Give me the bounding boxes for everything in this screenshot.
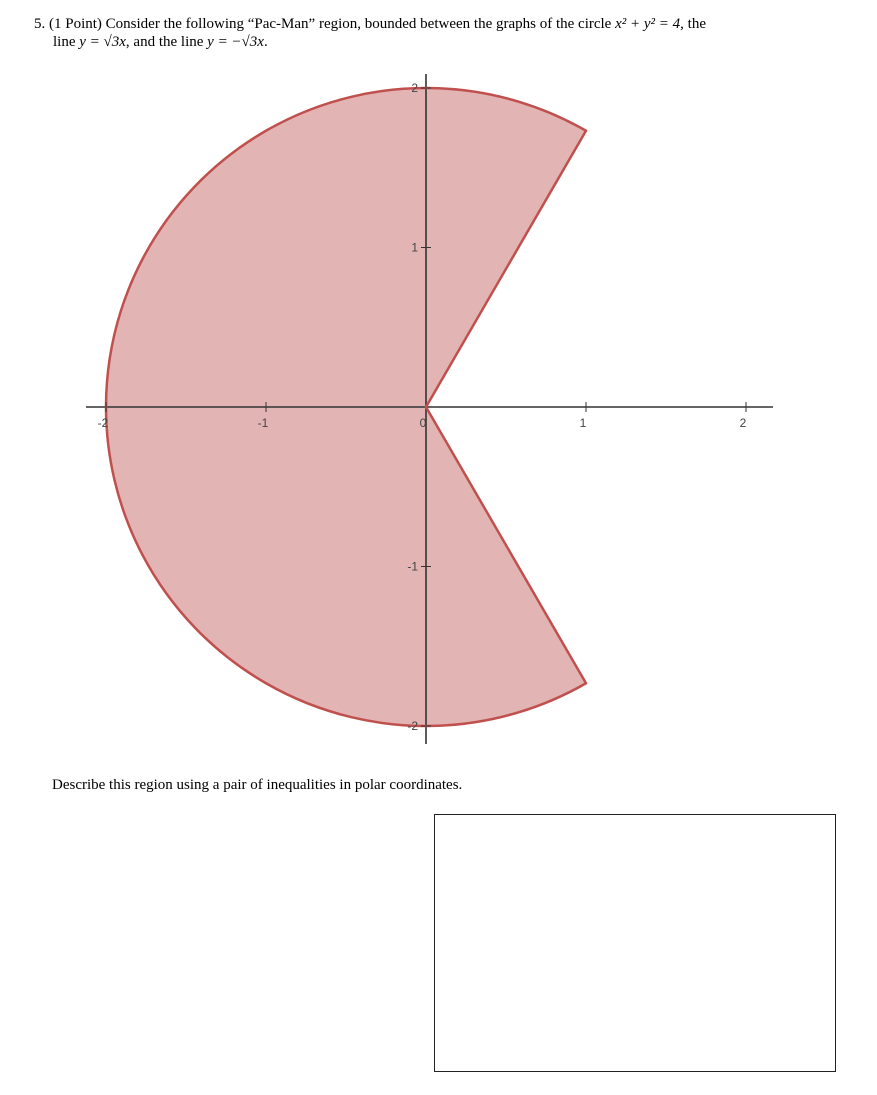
- y-tick-label: 1: [411, 240, 418, 255]
- line-end: .: [263, 34, 268, 50]
- x-tick-label: 0: [419, 416, 427, 430]
- line-2-equation: y = −√3x: [207, 34, 264, 50]
- y-tick-label: -2: [407, 719, 418, 733]
- problem-points: (1 Point): [49, 16, 102, 32]
- y-tick-label: -1: [407, 559, 418, 574]
- line-mid: , and the line: [125, 34, 208, 50]
- x-tick-label: -1: [257, 416, 269, 430]
- y-tick-label: 2: [411, 81, 418, 95]
- problem-number: 5.: [34, 16, 46, 32]
- problem-text-end: , the: [680, 16, 706, 32]
- x-tick-label: 2: [739, 416, 747, 430]
- x-tick-label: -2: [97, 416, 109, 430]
- prompt-text: Describe this region using a pair of inequalities in polar coordinates.: [52, 777, 463, 793]
- circle-equation: x² + y² = 4: [615, 16, 681, 32]
- line-prefix: line: [53, 34, 80, 50]
- x-tick-label: 1: [579, 416, 587, 430]
- problem-text: Consider the following “Pac-Man” region, bounded between the graphs of the circle: [105, 16, 616, 32]
- answer-box[interactable]: [434, 814, 836, 1072]
- line-1-equation: y = √3x: [79, 34, 126, 50]
